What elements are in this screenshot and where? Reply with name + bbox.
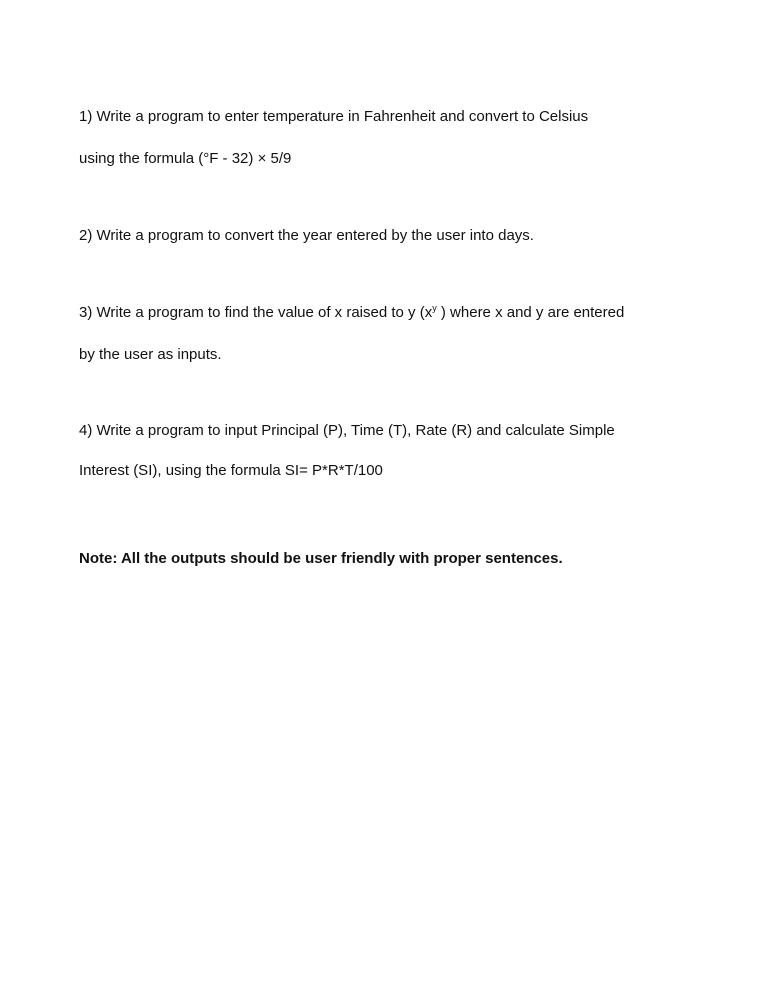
question-3-text-a: 3) Write a program to find the value of x raised to y (x	[79, 304, 433, 321]
note-text: Note: All the outputs should be user friendly with proper sentences.	[79, 550, 563, 567]
question-3-line-1	[79, 303, 624, 323]
question-1-line-2: using the formula (°F - 32) × 5/9	[79, 150, 292, 167]
question-4-line-1: 4) Write a program to input Principal (P), Time (T), Rate (R) and calculate Simple	[79, 422, 615, 439]
question-3-superscript: y	[432, 303, 437, 313]
question-3-text-b: ) where x and y are entered	[436, 304, 625, 321]
question-3-line-2: by the user as inputs.	[79, 346, 222, 363]
question-4-line-2: Interest (SI), using the formula SI= P*R*T/100	[79, 462, 383, 479]
question-2-line-1: 2) Write a program to convert the year entered by the user into days.	[79, 227, 534, 244]
question-1-line-1: 1) Write a program to enter temperature in Fahrenheit and convert to Celsius	[79, 108, 589, 125]
